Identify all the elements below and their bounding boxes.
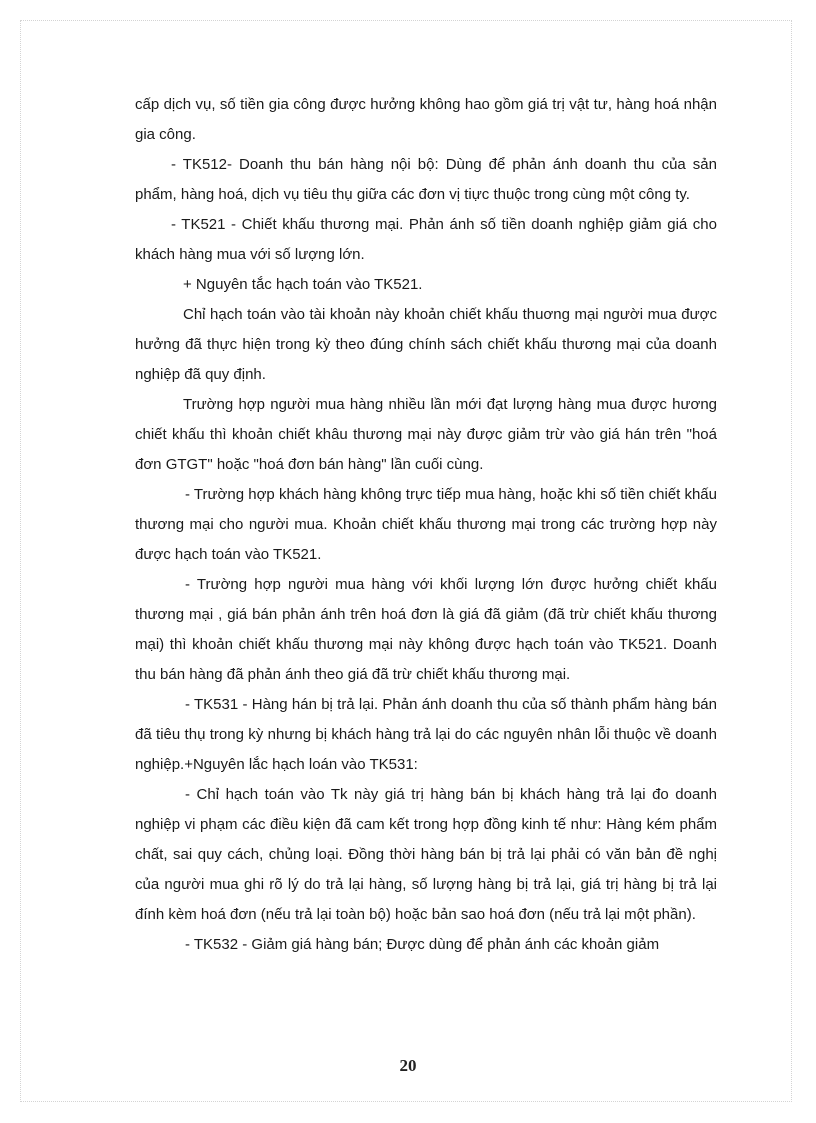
paragraph-tk531: - TK531 - Hàng hán bị trả lại. Phản ánh doanh thu của số thành phẩm hàng bán đã tiêu thụ trong kỳ nhưng bị khách hàng trả lại do các nguyên nhân lỗi thuộc về doanh nghiệp.+Nguyên lắc hạch loán vào TK531: (135, 696, 717, 773)
document-body (135, 90, 717, 960)
paragraph-tk521-principle: + Nguyên tắc hạch toán vào TK521. (183, 276, 423, 293)
paragraph-tk532: - TK532 - Giảm giá hàng bán; Được dùng để phản ánh các khoản giảm (185, 936, 660, 953)
paragraph-tk512: - TK512- Doanh thu bán hàng nội bộ: Dùng để phản ánh doanh thu của sản phẩm, hàng hoá, dịch vụ tiêu thụ giữa các đơn vị tiực thuộc trong cùng một công ty. (135, 156, 717, 203)
page-number: 20 (399, 1056, 417, 1075)
paragraph-tk521-rule-1: Chỉ hạch toán vào tài khoản này khoản chiết khấu thuơng mại người mua được hưởng đã thực hiện trong kỳ theo đúng chính sách chiết khấu thương mại của doanh nghiệp đã quy định. (135, 306, 717, 383)
paragraph-tk521-rule-2: Trường hợp người mua hàng nhiều lần mới đạt lượng hàng mua được hương chiết khấu thì khoản chiết khâu thương mại này được giảm trừ vào giá hán trên "hoá đơn GTGT" hoặc "hoá đơn bán hàng" lần cuối cùng. (135, 396, 717, 473)
paragraph-tk521-rule-3: - Trường hợp khách hàng không trực tiếp mua hàng, hoặc khi số tiền chiết khấu thương mại cho người mua. Khoản chiết khấu thương mại trong các trường hợp này được hạch toán vào TK521. (135, 486, 717, 563)
paragraph-tk531-rule: - Chỉ hạch toán vào Tk này giá trị hàng bán bị khách hàng trả lại đo doanh nghiệp vi phạm các điều kiện đã cam kết trong hợp đồng kinh tế như: Hàng kém phẩm chất, sai quy cách, chủng loại. Đồng thời hàng bán bị trả lại phải có văn bản đề nghị của người mua ghi rõ lý do trả lại hàng, số lượng hàng bị trả lại, giá trị hàng bị trả lại đính kèm hoá đơn (nếu trả lại toàn bộ) hoặc bản sao hoá đơn (nếu trả lại một phần). (135, 786, 717, 923)
paragraph-tk521: - TK521 - Chiết khấu thương mại. Phản ánh số tiền doanh nghiệp giảm giá cho khách hàng mua với số lượng lớn. (135, 216, 717, 263)
paragraph-tk521-rule-4: - Trường hợp người mua hàng với khối lượng lớn được hưởng chiết khấu thương mại , giá bán phản ánh trên hoá đơn là giá đã giảm (đã trừ chiết khấu thương mại) thì khoản chiết khấu thương mại này không được hạch toán vào TK521. Doanh thu bán hàng đã phản ánh theo giá đã trừ chiết khấu thương mại. (135, 576, 717, 683)
paragraph-service-revenue: cấp dịch vụ, số tiền gia công được hưởng không hao gồm giá trị vật tư, hàng hoá nhận gia công. (135, 96, 717, 143)
